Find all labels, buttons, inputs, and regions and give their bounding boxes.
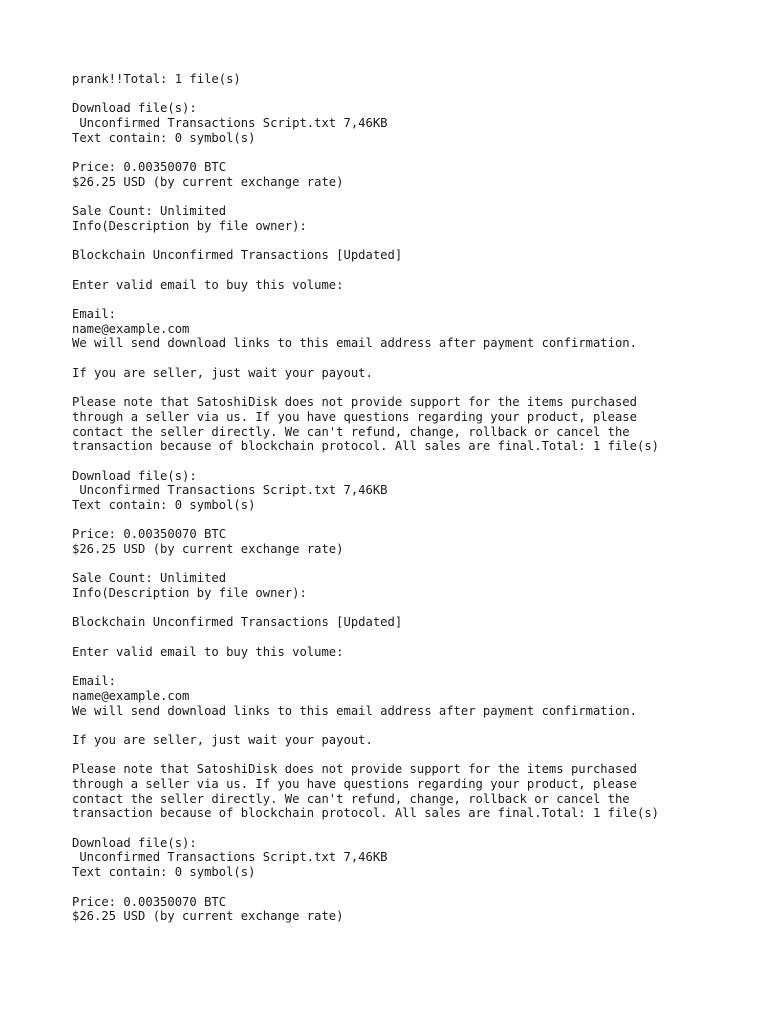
blank-line: [72, 601, 752, 616]
blank-line: [72, 557, 752, 572]
blank-line: [72, 748, 752, 763]
text-line: Price: 0.00350070 BTC: [72, 894, 227, 909]
text-line: Unconfirmed Transactions Script.txt 7,46KB: [72, 483, 388, 498]
blank-line: [72, 351, 752, 366]
text-line: through a seller via us. If you have questions regarding your product, please: [72, 409, 637, 424]
text-line: Email:: [72, 307, 117, 321]
text-line: Info(Description by file owner):: [72, 586, 307, 601]
text-line: Text contain: 0 symbol(s): [72, 130, 256, 145]
text-line: Sale Count: Unlimited: [72, 204, 227, 219]
blank-line: [72, 87, 752, 102]
text-line: Blockchain Unconfirmed Transactions [Updated]: [72, 248, 403, 263]
text-line: Download file(s):: [72, 835, 197, 850]
text-line: Enter valid email to buy this volume:: [72, 277, 344, 292]
blank-line: [72, 263, 752, 278]
text-line: name@example.com: [72, 688, 190, 703]
text-line: Download file(s):: [72, 468, 197, 483]
blank-line: [72, 513, 752, 528]
text-line: Unconfirmed Transactions Script.txt 7,46KB: [72, 850, 388, 865]
blank-line: [72, 292, 752, 307]
text-line: Unconfirmed Transactions Script.txt 7,46KB: [72, 116, 388, 131]
text-line: contact the seller directly. We can't refund, change, rollback or cancel the: [72, 791, 630, 806]
blank-line: [72, 234, 752, 249]
text-line: If you are seller, just wait your payout.: [72, 365, 373, 380]
text-line: Info(Description by file owner):: [72, 218, 307, 233]
text-line: If you are seller, just wait your payout.: [72, 732, 373, 747]
text-line: contact the seller directly. We can't refund, change, rollback or cancel the: [72, 424, 630, 439]
text-line: Blockchain Unconfirmed Transactions [Updated]: [72, 615, 403, 630]
text-line: Text contain: 0 symbol(s): [72, 865, 256, 880]
text-line: Price: 0.00350070 BTC: [72, 160, 227, 175]
text-line: name@example.com: [72, 321, 190, 336]
text-line: $26.25 USD (by current exchange rate): [72, 542, 344, 556]
text-line: Price: 0.00350070 BTC: [72, 527, 227, 542]
blank-line: [72, 821, 752, 836]
text-line: Enter valid email to buy this volume:: [72, 644, 344, 659]
text-line: transaction because of blockchain protocol. All sales are final.Total: 1 file(s): [72, 439, 659, 454]
text-line: Sale Count: Unlimited: [72, 571, 227, 586]
text-line: Please note that SatoshiDisk does not provide support for the items purchased: [72, 762, 637, 777]
document-page: [72, 72, 752, 924]
text-line: We will send download links to this email address after payment confirmation.: [72, 703, 637, 718]
text-line: Text contain: 0 symbol(s): [72, 497, 256, 512]
blank-line: [72, 630, 752, 645]
text-line: Email:: [72, 674, 117, 689]
blank-line: [72, 380, 752, 395]
blank-line: [72, 718, 752, 733]
text-line: $26.25 USD (by current exchange rate): [72, 174, 344, 189]
blank-line: [72, 880, 752, 895]
blank-line: [72, 145, 752, 160]
text-line: Download file(s):: [72, 101, 197, 116]
text-line: transaction because of blockchain protocol. All sales are final.Total: 1 file(s): [72, 806, 659, 821]
text-line: $26.25 USD (by current exchange rate): [72, 909, 344, 924]
text-line: Please note that SatoshiDisk does not provide support for the items purchased: [72, 395, 637, 410]
blank-line: [72, 660, 752, 675]
blank-line: [72, 190, 752, 205]
text-line: We will send download links to this email address after payment confirmation.: [72, 336, 637, 351]
text-line: prank!!Total: 1 file(s): [72, 72, 241, 86]
text-line: through a seller via us. If you have questions regarding your product, please: [72, 777, 637, 791]
blank-line: [72, 454, 752, 469]
